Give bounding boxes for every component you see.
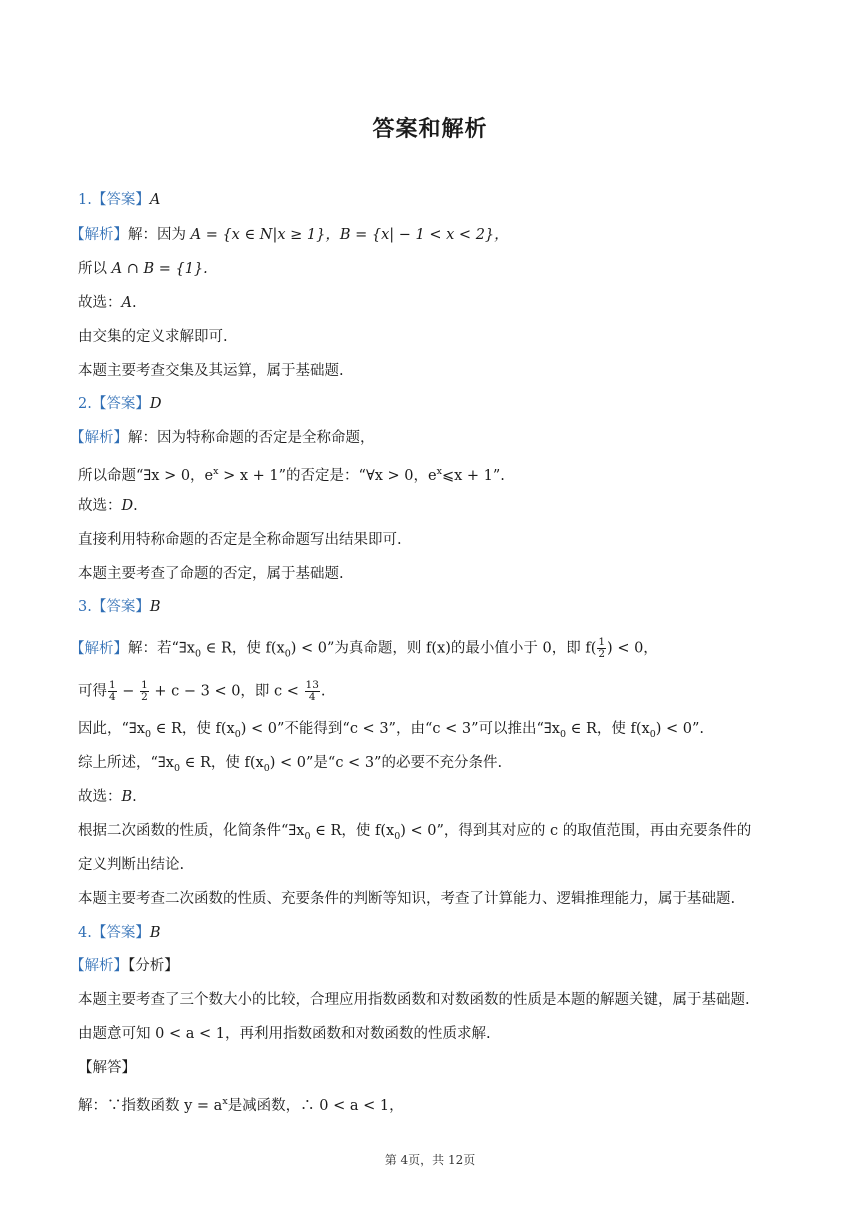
denominator: 2 — [598, 648, 606, 660]
q4-analysis-line-1 — [70, 956, 179, 976]
text: 所以 — [78, 261, 112, 277]
text: ∈ R，使 f(x — [310, 823, 395, 839]
q4-answer — [78, 923, 161, 943]
page-footer: 第 4页，共 12页 — [384, 1153, 476, 1167]
text: ) < 0， — [607, 640, 658, 657]
numerator: 13 — [305, 679, 319, 691]
q1-analysis-line-1 — [70, 225, 509, 245]
text: 因此，“∃x — [78, 721, 145, 737]
denominator: 4 — [109, 691, 116, 703]
text: ) < 0”为真命题，则 f(x)的最小值小于 0，即 f( — [290, 640, 597, 657]
text: 可得 — [78, 683, 107, 700]
math: A — [121, 295, 132, 311]
q4-answer-tag: 【答案】 — [91, 925, 150, 941]
subscript: 0 — [394, 830, 401, 842]
q2-analysis-line-2 — [78, 462, 505, 486]
q3-answer — [78, 597, 161, 617]
q2-method: 直接利用特称命题的否定是全称命题写出结果即可. — [78, 532, 402, 548]
q2-answer — [78, 394, 161, 414]
text: ∈ R，使 f(x — [151, 721, 235, 737]
q1-method: 由交集的定义求解即可. — [78, 329, 228, 345]
denominator: 4 — [308, 691, 316, 703]
subscript: 0 — [263, 762, 270, 774]
text: 故选： — [78, 498, 122, 514]
subscript: 0 — [304, 830, 311, 842]
text: 综上所述，“∃x — [78, 755, 174, 771]
q3-analysis-tag: 【解析】 — [70, 640, 128, 657]
q3-answer-value: B — [149, 599, 161, 615]
q1-summary: 本题主要考查交集及其运算，属于基础题. — [78, 363, 344, 379]
text: 解：∵指数函数 y = a — [78, 1097, 223, 1114]
text: ) < 0”，得到其对应的 c 的取值范围，再由充要条件的 — [400, 823, 752, 839]
q3-summary: 本题主要考查二次函数的性质、充要条件的判断等知识，考查了计算能力、逻辑推理能力，属于基础题. — [78, 891, 736, 907]
text: > x + 1”的否定是：“∀x > 0，e — [218, 467, 437, 484]
q3-answer-tag: 【答案】 — [91, 599, 150, 615]
text: 根据二次函数的性质，化简条件“∃x — [78, 823, 305, 839]
q4-analysis-line-2: 本题主要考查了三个数大小的比较，合理应用指数函数和对数函数的性质是本题的解题关键，属于基础题. — [78, 992, 750, 1008]
text: − — [117, 683, 140, 700]
text: ) < 0”是“c < 3”的必要不充分条件. — [269, 755, 503, 771]
q3-method-line-1 — [78, 821, 751, 847]
q3-analysis-line-1 — [70, 636, 658, 664]
text: ∈ R，使 f(x — [180, 755, 264, 771]
subscript: 0 — [194, 648, 202, 660]
text: ) < 0”. — [655, 721, 705, 737]
text: 【分析】 — [128, 958, 179, 974]
math: B — [121, 789, 133, 805]
text: . — [320, 683, 326, 700]
subscript: 0 — [234, 728, 241, 740]
subscript: 0 — [284, 648, 291, 660]
q1-answer-tag: 【答案】 — [91, 192, 150, 208]
q4-analysis-line-3: 由题意可知 0 < a < 1，再利用指数函数和对数函数的性质求解. — [78, 1026, 491, 1042]
text: ⩽x + 1”. — [441, 467, 505, 484]
q3-analysis-line-4 — [78, 753, 502, 779]
q1-answer — [78, 190, 160, 210]
q1-number: 1. — [78, 192, 92, 208]
numerator: 1 — [141, 679, 148, 691]
q1-choice — [78, 293, 137, 313]
text: 解：因为特称命题的否定是全称命题， — [128, 430, 375, 446]
text: 所以命题“∃x > 0，e — [78, 467, 214, 484]
text: . — [133, 498, 138, 514]
q2-analysis-line-1 — [70, 428, 375, 448]
text: 解：若“∃x — [128, 640, 195, 657]
fraction-one-half — [597, 637, 606, 660]
subscript: 0 — [559, 728, 566, 740]
q2-answer-tag: 【答案】 — [91, 396, 150, 412]
q3-analysis-line-3 — [78, 719, 704, 745]
q3-number: 3. — [78, 599, 92, 615]
text: 故选： — [78, 295, 122, 311]
exponent: x — [213, 466, 219, 477]
math: A ∩ B = {1}. — [111, 261, 208, 277]
q1-analysis-line-2 — [78, 259, 208, 279]
text: ∈ R，使 f(x — [566, 721, 650, 737]
q4-analysis-tag: 【解析】 — [70, 958, 128, 974]
q3-method-line-2: 定义判断出结论. — [78, 857, 185, 873]
q2-number: 2. — [78, 396, 92, 412]
text: . — [131, 295, 137, 311]
q1-analysis-tag: 【解析】 — [70, 227, 128, 243]
math: A = {x ∈ N|x ≥ 1}，B = {x| − 1 < x < 2}， — [190, 227, 509, 243]
subscript: 0 — [144, 728, 152, 740]
q4-answer-value: B — [149, 925, 161, 941]
q2-summary: 本题主要考查了命题的否定，属于基础题. — [78, 566, 344, 582]
text: ) < 0”不能得到“c < 3”，由“c < 3”可以推出“∃x — [240, 721, 560, 737]
fraction-thirteen-quarters — [305, 680, 320, 703]
text: 故选： — [78, 789, 122, 805]
text: 是减函数，∴ 0 < a < 1， — [227, 1097, 404, 1114]
exponent: x — [222, 1096, 228, 1107]
q2-choice — [78, 496, 138, 516]
numerator: 1 — [109, 679, 116, 691]
q4-solution-line-1 — [78, 1092, 404, 1116]
exponent: x — [436, 466, 442, 477]
denominator: 2 — [141, 691, 148, 703]
numerator: 1 — [598, 636, 606, 648]
q3-choice — [78, 787, 137, 807]
q3-analysis-line-2 — [78, 680, 326, 703]
fraction-one-quarter — [108, 680, 117, 703]
text: + c − 3 < 0，即 c < — [149, 683, 304, 700]
q4-solution-tag: 【解答】 — [78, 1060, 136, 1076]
q4-number: 4. — [78, 925, 92, 941]
text: . — [132, 789, 137, 805]
subscript: 0 — [173, 762, 181, 774]
text: 解：因为 — [128, 227, 191, 243]
q2-answer-value: D — [149, 396, 162, 412]
page-title: 答案和解析 — [372, 117, 488, 142]
q2-analysis-tag: 【解析】 — [70, 430, 128, 446]
math: D — [121, 498, 134, 514]
text: ∈ R，使 f(x — [201, 640, 285, 657]
fraction-one-half — [140, 680, 149, 703]
q1-answer-value: A — [149, 192, 161, 208]
subscript: 0 — [649, 728, 656, 740]
